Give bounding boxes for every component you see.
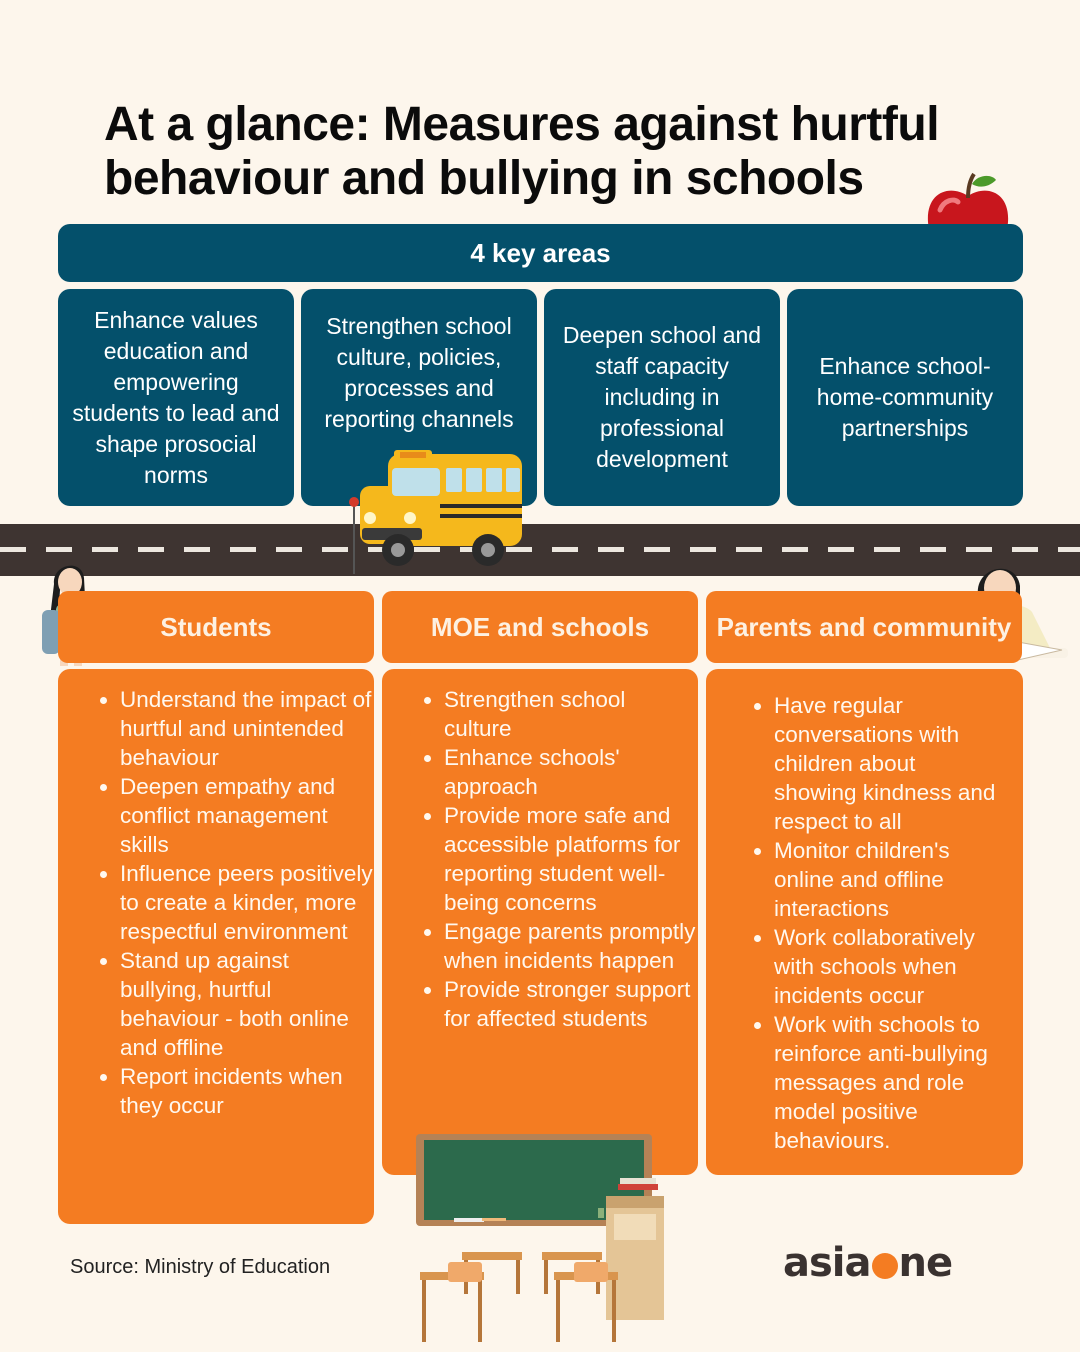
parents-list bbox=[706, 669, 1023, 1155]
key-area-card bbox=[787, 289, 1023, 506]
list-item: • Provide stronger support for affected students bbox=[444, 975, 698, 1033]
parents-card bbox=[706, 669, 1023, 1175]
group-heading-moe: MOE and schools bbox=[382, 591, 698, 663]
classroom-icon bbox=[414, 1132, 672, 1352]
list-item: • Understand the impact of hurtful and unintended behaviour bbox=[120, 685, 374, 772]
students-list bbox=[58, 669, 374, 1120]
list-item: • Engage parents promptly when incidents happen bbox=[444, 917, 698, 975]
students-card bbox=[58, 669, 374, 1224]
group-heading-parents: Parents and community bbox=[706, 591, 1022, 663]
key-area-text: Deepen school and staff capacity including in professional development bbox=[562, 322, 762, 472]
key-area-text: Strengthen school culture, policies, processes and reporting channels bbox=[324, 313, 514, 432]
title-line-2: behaviour and bullying in schools bbox=[104, 152, 864, 205]
key-areas-heading: 4 key areas bbox=[470, 237, 611, 268]
page-title bbox=[104, 98, 1024, 206]
list-item: • Work with schools to reinforce anti-bullying messages and role model positive behaviours. bbox=[774, 1010, 1003, 1155]
list-item: • Stand up against bullying, hurtful behaviour - both online and offline bbox=[120, 946, 374, 1062]
key-area-card bbox=[544, 289, 780, 506]
list-item: • Deepen empathy and conflict management skills bbox=[120, 772, 374, 859]
moe-card bbox=[382, 669, 698, 1175]
moe-list bbox=[382, 669, 698, 1033]
logo-dot bbox=[872, 1253, 898, 1279]
list-item: • Work collaboratively with schools when incidents occur bbox=[774, 923, 1003, 1010]
list-item: • Enhance schools' approach bbox=[444, 743, 698, 801]
list-item: • Influence peers positively to create a kinder, more respectful environment bbox=[120, 859, 374, 946]
list-item: • Monitor children's online and offline interactions bbox=[774, 836, 1003, 923]
source-note: Source: Ministry of Education bbox=[70, 1256, 331, 1278]
key-area-text: Enhance values education and empowering students to lead and shape prosocial norms bbox=[72, 306, 280, 488]
key-area-card bbox=[58, 289, 294, 506]
key-area-text: Enhance school-home-community partnerships bbox=[816, 353, 994, 441]
list-item: • Strengthen school culture bbox=[444, 685, 698, 743]
title-line-1: At a glance: Measures against hurtful bbox=[104, 98, 940, 151]
key-areas-banner bbox=[58, 224, 1023, 282]
road-lane-markings bbox=[0, 547, 1080, 552]
list-item: • Provide more safe and accessible platforms for reporting student well-being concerns bbox=[444, 801, 698, 917]
list-item: • Have regular conversations with children about showing kindness and respect to all bbox=[774, 691, 1003, 836]
group-heading-students: Students bbox=[58, 591, 374, 663]
list-item: • Report incidents when they occur bbox=[120, 1062, 374, 1120]
asiaone-logo: asia ne bbox=[783, 1240, 953, 1286]
school-bus-icon bbox=[348, 446, 526, 574]
